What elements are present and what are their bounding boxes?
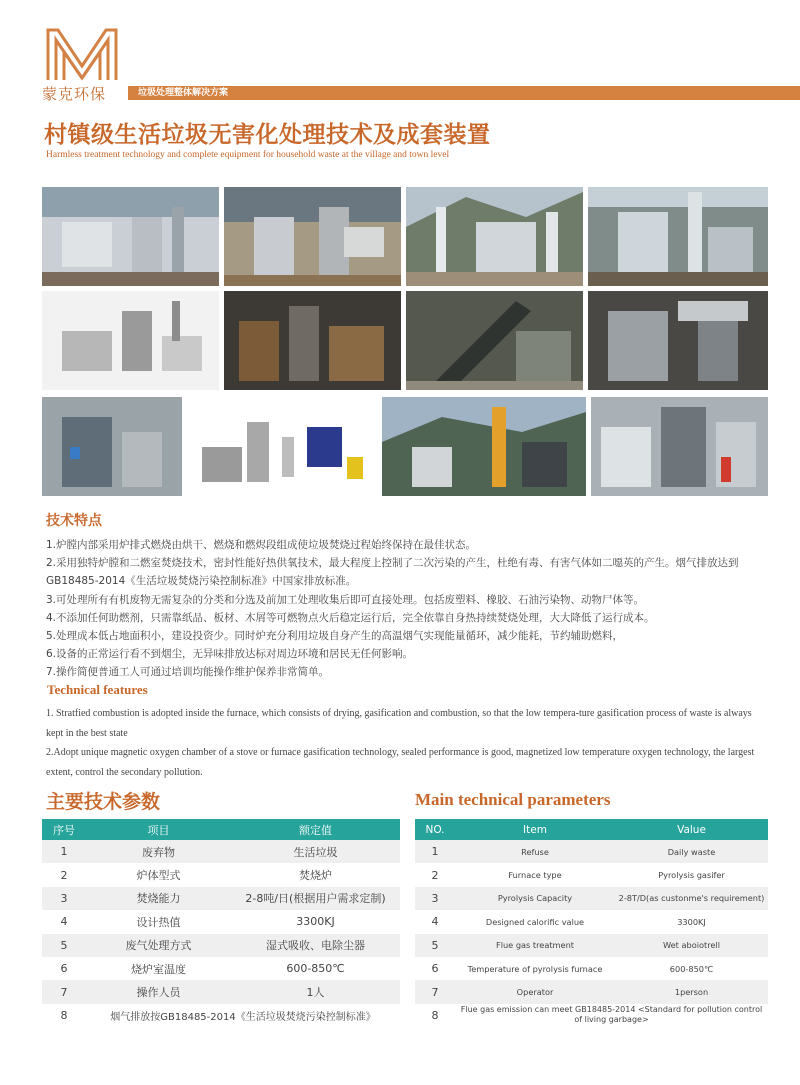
table-row: 1 Refuse Daily waste	[415, 840, 768, 863]
column-header: Value	[615, 819, 768, 840]
table-row: 5 Flue gas treatment Wet aboiotrell	[415, 934, 768, 957]
equipment-photo	[224, 187, 401, 286]
table-row: 8 烟气排放按GB18485-2014《生活垃圾焚烧污染控制标准》	[60, 1008, 376, 1023]
header-tagline: 垃圾处理整体解决方案	[138, 88, 229, 98]
table-header-row	[415, 819, 768, 840]
feature-item: 1.炉膛内部采用炉排式燃烧由烘干、燃烧和燃烬段组成使垃圾焚烧过程始终保持在最佳状态。	[46, 539, 477, 551]
equipment-photo	[382, 397, 586, 496]
params-cn-heading: 主要技术参数	[46, 791, 161, 813]
feature-item: 4.不添加任何助燃剂，只需靠纸品、板材、木屑等可燃物点火后稳定运行后，完全依靠自身热持续焚烧处理，大大降低了运行成本。	[46, 611, 655, 624]
column-header: Item	[455, 819, 615, 840]
features-cn-list	[46, 536, 766, 682]
brand-name: 蒙克环保	[42, 85, 107, 103]
table-row: 4 Designed calorific value 3300KJ	[431, 915, 706, 929]
table-row: 6 Temperature of pyrolysis furnace 600-850℃	[431, 962, 714, 976]
column-header: 额定值	[231, 819, 400, 840]
equipment-photo	[406, 291, 583, 390]
feature-item: 3.可处理所有有机废物无需复杂的分类和分选及前加工处理收集后即可直接处理。包括废塑料、橡胶、石油污染物、动物尸体等。	[46, 593, 645, 606]
column-header: 项目	[86, 819, 231, 840]
feature-item: 2.采用独特炉膛和二燃室焚烧技术，密封性能好热供氧技术，最大程度上控制了二次污染的产生，杜绝有毒、有害气体如二噁英的产生。烟气排放达到GB18485-2014《生活垃圾焚烧污染控制标准》中国家排放标准。	[46, 557, 739, 588]
page-subtitle: Harmless treatment technology and complete equipment for household waste at the village and town level	[46, 150, 450, 160]
equipment-photo	[42, 397, 182, 496]
features-en-list	[46, 704, 766, 782]
table-row: 1 废弃物 生活垃圾	[42, 840, 400, 863]
feature-item: 7.操作简便普通工人可通过培训均能操作维护保养非常简单。	[46, 666, 330, 679]
column-header: NO.	[415, 819, 455, 840]
table-header-row	[42, 819, 400, 840]
equipment-photo	[588, 291, 768, 390]
table-row: 5 废气处理方式 湿式吸收、电除尘器	[42, 934, 400, 957]
table-row: 2 Furnace type Pyrolysis gasifer	[431, 868, 725, 882]
params-en-table	[415, 819, 768, 1027]
feature-item: 6.设备的正常运行看不到烟尘，无异味排放达标对周边环境和居民无任何影响。	[46, 648, 414, 661]
brand-logo	[44, 26, 120, 82]
table-row: 4 设计热值 3300KJ	[60, 915, 335, 929]
feature-item-en: 2.Adopt unique magnetic oxygen chamber of a stove or furnace gasification technology, sealed performance is good, magnetized low temperature oxygen technology, the largest extent, control the secondary pollution.	[46, 747, 755, 778]
header-bar	[128, 86, 800, 100]
table-row: 8 Flue gas emission can meet GB18485-2014 <Standard for pollution control of living garbage>	[431, 1005, 763, 1025]
column-header: 序号	[42, 819, 86, 840]
features-en-heading: Technical features	[47, 682, 148, 697]
table-row: 6 烧炉室温度 600-850℃	[60, 962, 345, 976]
feature-item-en: 1. Stratfied combustion is adopted inside the furnace, which consists of drying, gasification and combustion, so that the low tempera-ture gasification process of waste is always kept in the best state	[46, 708, 752, 739]
equipment-photo	[406, 187, 583, 286]
table-row: 2 炉体型式 焚烧炉	[60, 868, 332, 883]
equipment-photo	[591, 397, 768, 496]
equipment-photo	[42, 187, 219, 286]
equipment-photo	[588, 187, 768, 286]
equipment-photo	[42, 291, 219, 390]
equipment-photo	[224, 291, 401, 390]
table-row: 3 焚烧能力 2-8吨/日(根据用户需求定制)	[42, 887, 400, 910]
equipment-photo	[187, 397, 377, 496]
table-row: 7 Operator 1person	[415, 980, 768, 1003]
feature-item: 5.处理成本低占地面积小，建设投资少。同时炉充分利用垃圾自身产生的高温烟气实现能量循环，减少能耗，节约辅助燃料，	[46, 630, 624, 643]
params-cn-table	[42, 819, 400, 1027]
page-title: 村镇级生活垃圾无害化处理技术及成套装置	[44, 122, 491, 148]
params-en-heading: Main technical parameters	[415, 790, 611, 809]
features-cn-heading: 技术特点	[46, 513, 102, 529]
table-row: 3 Pyrolysis Capacity 2-8T/D(as custonme's requirement)	[415, 887, 768, 910]
table-row: 7 操作人员 1人	[42, 980, 400, 1003]
